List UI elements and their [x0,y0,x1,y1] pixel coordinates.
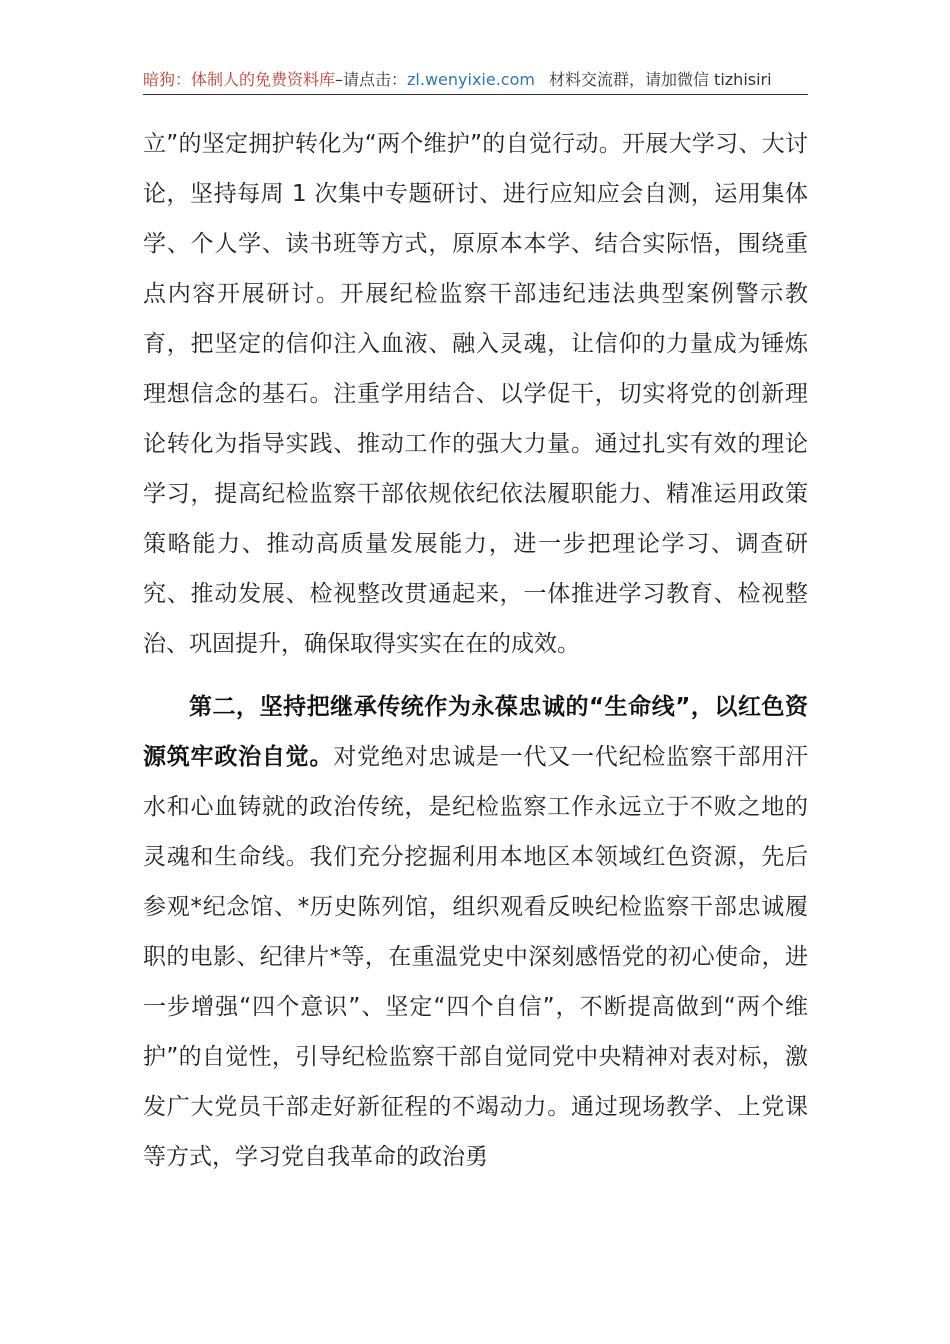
page-header [143,66,808,95]
paragraph-1: 立”的坚定拥护转化为“两个维护”的自觉行动。开展大学习、大讨论，坚持每周 1 次集中专题研讨、进行应知应会自测，运用集体学、个人学、读书班等方式，原原本本学、结合实际悟，围绕重点内容开展研讨。开展纪检监察干部违纪违法典型案例警示教育，把坚定的信仰注入血液、融入灵魂，让信仰的力量成为锤炼理想信念的基石。注重学用结合、以学促干，切实将党的创新理论转化为指导实践、推动工作的强大力量。通过扎实有效的理论学习，提高纪检监察干部依规依纪依法履职能力、精准运用政策策略能力、推动高质量发展能力，进一步把理论学习、调查研究、推动发展、检视整改贯通起来，一体推进学习教育、检视整治、巩固提升，确保取得实实在在的成效。 [143,131,808,657]
header-cta: –请点击： [335,70,408,89]
paragraph-2 [143,682,808,1182]
document-body [143,119,808,1182]
header-site-link[interactable]: zl.wenyixie.com [407,70,535,89]
paragraph-2-body: 对党绝对忠诚是一代又一代纪检监察干部用汗水和心血铸就的政治传统，是纪检监察工作永远立于不败之地的灵魂和生命线。我们充分挖掘利用本地区本领域红色资源，先后参观*纪念馆、*历史陈列馆，组织观看反映纪检监察干部忠诚履职的电影、纪律片*等，在重温党史中深刻感悟党的初心使命，进一步增强“四个意识”、坚定“四个自信”，不断提高做到“两个维护”的自觉性，引导纪检监察干部自觉同党中央精神对表对标，激发广大党员干部走好新征程的不竭动力。通过现场教学、上党课等方式，学习党自我革命的政治勇 [143,744,809,1170]
header-wechat-note: 材料交流群，请加微信 tizhisiri [548,70,772,89]
header-brand: 暗狗：体制人的免费资料库 [143,70,336,89]
paragraph-2-heading: 第二，坚持把继承传统作为永葆忠诚的“生命线”，以红色资源筑牢政治自觉。 [143,694,808,770]
